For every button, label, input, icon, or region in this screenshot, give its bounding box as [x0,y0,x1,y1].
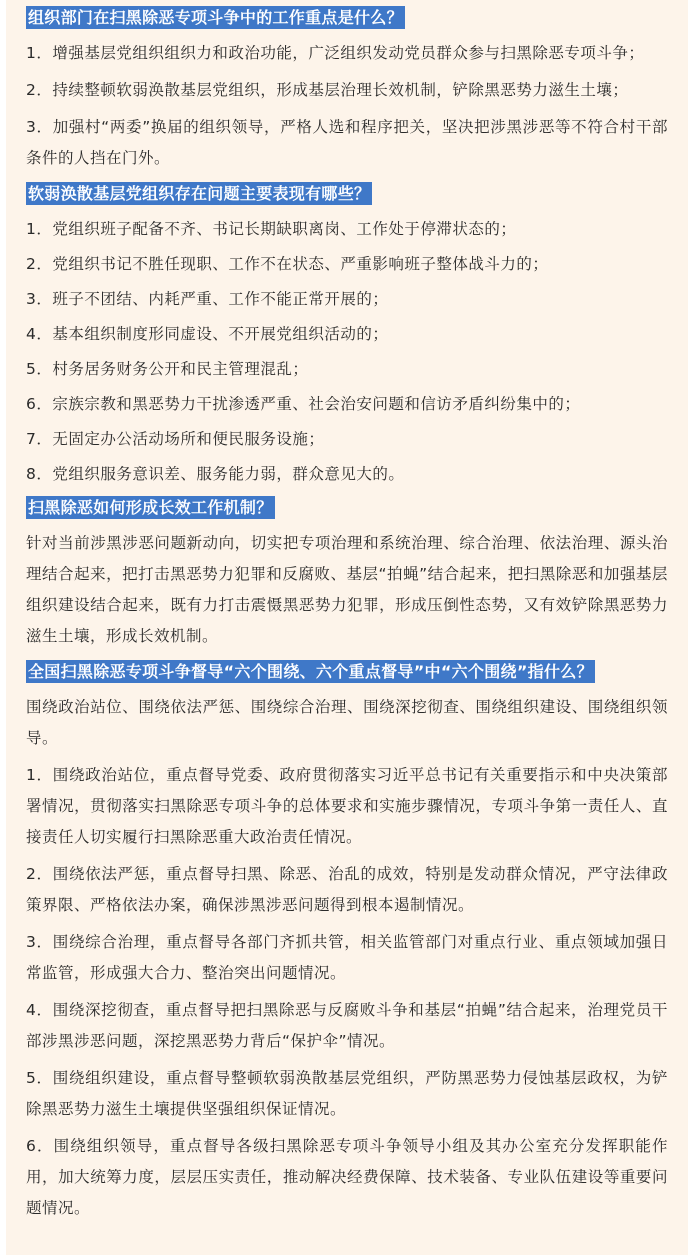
section-heading: 扫黑除恶如何形成长效工作机制？ [28,498,273,517]
paragraph: 6．围绕组织领导，重点督导各级扫黑除恶专项斗争领导小组及其办公室充分发挥职能作用，加大统筹力度，层层压实责任，推动解决经费保障、技术装备、专业队伍建设等重要问题情况。 [26,1137,668,1217]
paragraph: 2．党组织书记不胜任现职、工作不在状态、严重影响班子整体战斗力的； [26,255,549,273]
paragraph: 1．围绕政治站位，重点督导党委、政府贯彻落实习近平总书记有关重要指示和中央决策部署情况，贯彻落实扫黑除恶专项斗争的总体要求和实施步骤情况，专项斗争第一责任人、直接责任人切实履行扫黑除恶重大政治责任情况。 [26,766,668,846]
section-weak-party-org-issues [26,180,668,490]
paragraph: 3．班子不团结、内耗严重、工作不能正常开展的； [26,290,389,308]
section-heading: 软弱涣散基层党组织存在问题主要表现有哪些？ [28,184,371,203]
paragraph: 5．围绕组织建设，重点督导整顿软弱涣散基层党组织，严防黑恶势力侵蚀基层政权，为铲除黑恶势力滋生土壤提供坚强组织保证情况。 [26,1069,668,1118]
paragraph: 4．基本组织制度形同虚设、不开展党组织活动的； [26,325,389,343]
paragraph: 围绕政治站位、围绕依法严惩、围绕综合治理、围绕深挖彻查、围绕组织建设、围绕组织领导。 [26,698,668,747]
paragraph: 8．党组织服务意识差、服务能力弱，群众意见大的。 [26,465,405,483]
paragraph: 2．持续整顿软弱涣散基层党组织，形成基层治理长效机制，铲除黑恶势力滋生土壤； [26,81,629,99]
section-heading: 组织部门在扫黑除恶专项斗争中的工作重点是什么？ [28,8,403,27]
paragraph: 3．加强村“两委”换届的组织领导，严格人选和程序把关，坚决把涉黑涉恶等不符合村干部条件的人挡在门外。 [26,118,668,167]
paragraph: 7．无固定办公活动场所和便民服务设施； [26,430,325,448]
paragraph: 1．增强基层党组织组织力和政治功能，广泛组织发动党员群众参与扫黑除恶专项斗争； [26,44,645,62]
section-heading: 全国扫黑除恶专项斗争督导“六个围绕、六个重点督导”中“六个围绕”指什么？ [28,662,593,681]
section-six-focuses [26,658,668,1224]
paragraph: 针对当前涉黑涉恶问题新动向，切实把专项治理和系统治理、综合治理、依法治理、源头治理结合起来，把打击黑恶势力犯罪和反腐败、基层“拍蝇”结合起来，把扫黑除恶和加强基层组织建设结合起来，既有力打击震慑黑恶势力犯罪，形成压倒性态势，又有效铲除黑恶势力滋生土壤，形成长效机制。 [26,534,668,645]
paragraph: 1．党组织班子配备不齐、书记长期缺职离岗、工作处于停滞状态的； [26,220,517,238]
paragraph: 5．村务居务财务公开和民主管理混乱； [26,360,309,378]
paragraph: 3．围绕综合治理，重点督导各部门齐抓共管，相关监管部门对重点行业、重点领域加强日常监管，形成强大合力、整治突出问题情况。 [26,933,668,982]
paragraph: 6．宗族宗教和黑恶势力干扰渗透严重、社会治安问题和信访矛盾纠纷集中的； [26,395,581,413]
section-org-work-focus [26,4,668,174]
section-long-term-mechanism [26,494,668,652]
paragraph: 2．围绕依法严惩，重点督导扫黑、除恶、治乱的成效，特别是发动群众情况，严守法律政策界限、严格依法办案，确保涉黑涉恶问题得到根本遏制情况。 [26,865,668,914]
paragraph: 4．围绕深挖彻查，重点督导把扫黑除恶与反腐败斗争和基层“拍蝇”结合起来，治理党员干部涉黑涉恶问题，深挖黑恶势力背后“保护伞”情况。 [26,1001,668,1050]
